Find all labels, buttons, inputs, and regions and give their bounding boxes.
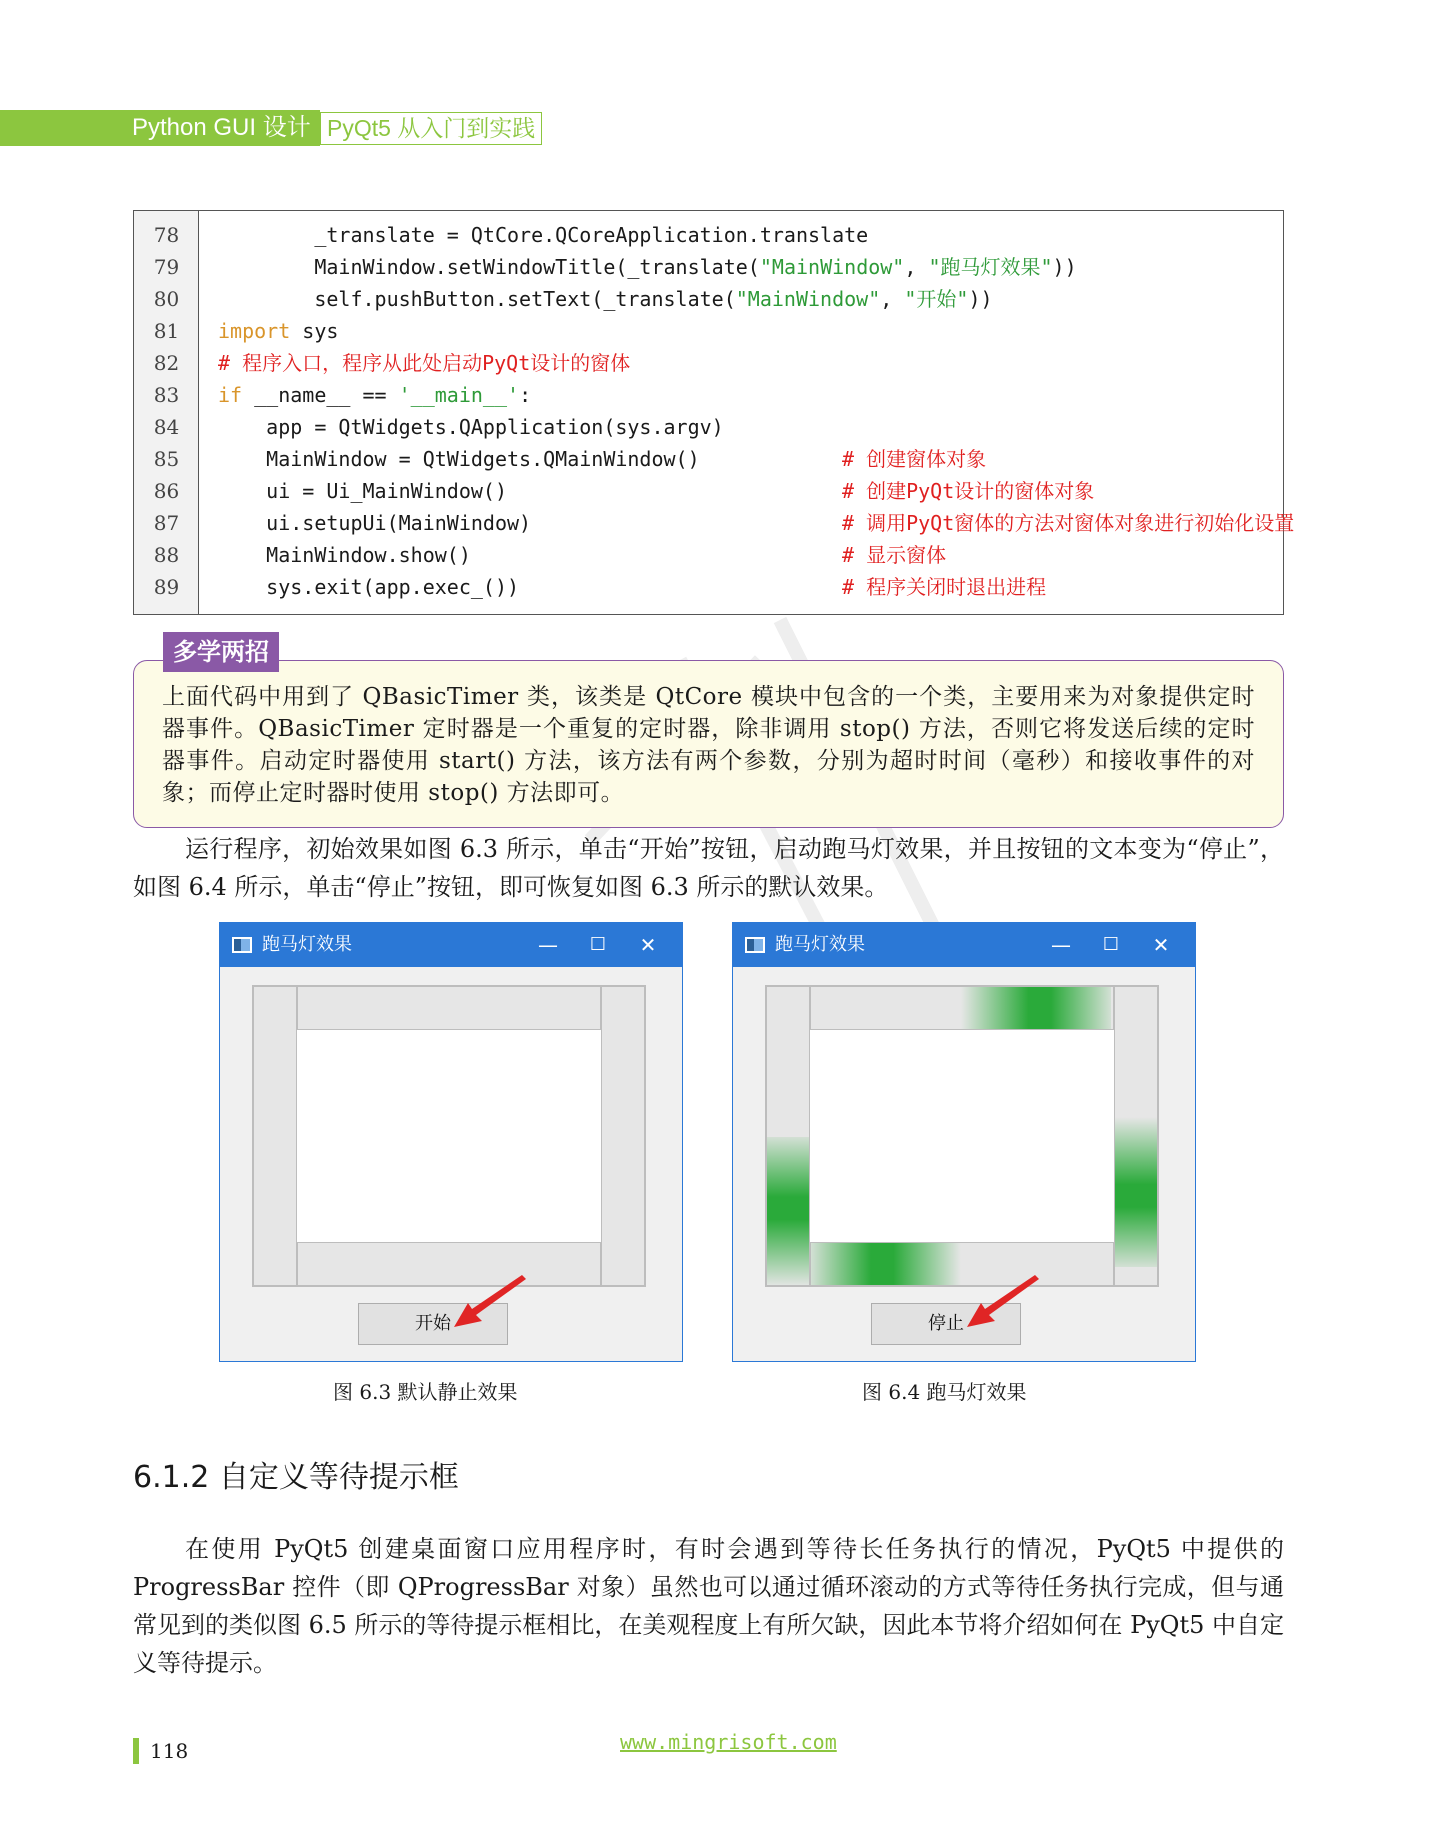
code-line (134, 475, 1283, 507)
book-title: Python GUI 设计 (132, 114, 311, 141)
line-number: 83 (153, 383, 180, 407)
progress-bar-top (810, 986, 1114, 1030)
code-line (134, 283, 1283, 315)
code-token: # 程序入口，程序从此处启动PyQt设计的窗体 (218, 351, 631, 375)
pointer-arrow-icon (450, 1275, 530, 1335)
footer-link[interactable]: www.mingrisoft.com (620, 1730, 837, 1754)
code-token: "MainWindow" (759, 255, 905, 279)
pointer-arrow-icon (963, 1275, 1043, 1335)
code-listing (133, 210, 1295, 615)
code-token: '__main__' (398, 383, 520, 407)
code-line (134, 443, 1283, 475)
line-number: 87 (153, 511, 180, 535)
figure-caption-6-3: 图 6.3 默认静止效果 (333, 1380, 518, 1404)
code-token: MainWindow.show() (218, 543, 471, 567)
marquee-chunk (811, 1243, 961, 1285)
code-line (134, 539, 1283, 571)
progress-bar-top (297, 986, 601, 1030)
code-token: )) (1052, 255, 1077, 279)
line-number: 82 (153, 351, 180, 375)
code-token: ui.setupUi(MainWindow) (218, 511, 532, 535)
code-text (218, 219, 868, 251)
footer-marker (133, 1738, 139, 1764)
code-comment: # 程序关闭时退出进程 (842, 575, 1047, 599)
window-titlebar (220, 923, 682, 967)
code-token: , (880, 287, 905, 311)
tip-box (133, 660, 1284, 828)
code-text (218, 347, 630, 379)
app-icon (232, 937, 252, 953)
window-default (219, 922, 683, 1362)
code-token: "开始" (904, 287, 969, 311)
code-token: sys (290, 319, 339, 343)
close-icon[interactable]: ✕ (1152, 933, 1170, 957)
code-text (218, 315, 338, 347)
code-token: MainWindow = QtWidgets.QMainWindow() (218, 447, 700, 471)
page-number: 118 (150, 1739, 189, 1763)
code-token: ui = Ui_MainWindow() (218, 479, 507, 503)
code-text (218, 443, 700, 475)
window-title: 跑马灯效果 (262, 934, 352, 955)
line-number: 85 (153, 447, 180, 471)
marquee-chunk (1115, 1117, 1157, 1267)
code-line (134, 315, 1283, 347)
line-number: 80 (153, 287, 180, 311)
code-line (134, 347, 1283, 379)
code-text (218, 283, 993, 315)
book-subtitle: PyQt5 从入门到实践 (320, 112, 542, 145)
code-comment: # 显示窗体 (842, 543, 947, 567)
window-titlebar (733, 923, 1195, 967)
tip-label: 多学两招 (163, 632, 279, 672)
marquee-chunk (961, 987, 1111, 1029)
code-line (134, 411, 1283, 443)
tip-text: 上面代码中用到了 QBasicTimer 类，该类是 QtCore 模块中包含的一个类，主要用来为对象提供定时器事件。QBasicTimer 定时器是一个重复的定时器，除非调用 stop() 方法，否则它将发送后续的定时器事件。启动定时器使用 start() 方法，该方法有两个参数，分别为超时时间（毫秒）和接收事件的对象；而停止定时器时使用 stop() 方法即可。 (162, 684, 1255, 806)
marquee-frame (765, 985, 1159, 1287)
code-line (134, 379, 1283, 411)
line-number: 79 (153, 255, 180, 279)
progress-bar-bottom (297, 1242, 601, 1286)
code-comment: # 创建窗体对象 (842, 447, 987, 471)
code-token: : (519, 383, 532, 407)
body-paragraph-2: 在使用 PyQt5 创建桌面窗口应用程序时，有时会遇到等待长任务执行的情况，PyQt5 中提供的 ProgressBar 控件（即 QProgressBar 对象）虽然也可以通过循环滚动的方式等待任务执行完成，但与通常见到的类似图 6.5 所示的等待提示框相比，在美观程度上有所欠缺，因此本节将介绍如何在 PyQt5 中自定义等待提示。 (133, 1535, 1284, 1677)
code-line (134, 219, 1283, 251)
maximize-icon[interactable]: ☐ (1102, 934, 1120, 955)
code-token: sys.exit(app.exec_()) (218, 575, 520, 599)
code-comment: # 调用PyQt窗体的方法对窗体对象进行初始化设置 (842, 511, 1295, 535)
code-token: import (218, 319, 291, 343)
progress-bar-left (253, 986, 297, 1286)
code-line (134, 571, 1283, 603)
marquee-chunk (767, 1137, 809, 1286)
code-line (134, 507, 1295, 539)
line-number: 81 (153, 319, 180, 343)
code-text (218, 251, 1077, 283)
maximize-icon[interactable]: ☐ (589, 934, 607, 955)
code-token: MainWindow.setWindowTitle(_translate( (218, 255, 760, 279)
code-text (218, 571, 519, 603)
code-token: __name__ == (242, 383, 399, 407)
stop-button[interactable]: 停止 (871, 1303, 1021, 1345)
window-running (732, 922, 1196, 1362)
minimize-icon[interactable]: — (538, 933, 558, 957)
body-paragraph-1: 运行程序，初始效果如图 6.3 所示，单击“开始”按钮，启动跑马灯效果，并且按钮的文本变为“停止”，如图 6.4 所示，单击“停止”按钮，即可恢复如图 6.3 所示的默认效果。 (133, 835, 1284, 901)
code-token: "跑马灯效果" (928, 255, 1053, 279)
code-token: _translate = QtCore.QCoreApplication.translate (218, 223, 869, 247)
code-token: )) (968, 287, 993, 311)
line-number: 88 (153, 543, 180, 567)
progress-bar-left (766, 986, 810, 1286)
code-text (218, 539, 471, 571)
marquee-frame (252, 985, 646, 1287)
line-number: 84 (153, 415, 180, 439)
progress-bar-right (601, 986, 645, 1286)
line-number: 86 (153, 479, 180, 503)
figure-caption-6-4: 图 6.4 跑马灯效果 (862, 1380, 1027, 1404)
code-lines (134, 219, 1295, 603)
section-heading: 6.1.2 自定义等待提示框 (133, 1460, 459, 1495)
code-text (218, 475, 507, 507)
line-number: 89 (153, 575, 180, 599)
code-text (218, 411, 724, 443)
line-number: 78 (153, 223, 180, 247)
code-token: "MainWindow" (735, 287, 881, 311)
close-icon[interactable]: ✕ (639, 933, 657, 957)
minimize-icon[interactable]: — (1051, 933, 1071, 957)
progress-bar-bottom (810, 1242, 1114, 1286)
app-icon (745, 937, 765, 953)
start-button[interactable]: 开始 (358, 1303, 508, 1345)
code-token: app = QtWidgets.QApplication(sys.argv) (218, 415, 724, 439)
code-text (218, 507, 531, 539)
code-token: self.pushButton.setText(_translate( (218, 287, 736, 311)
code-line (134, 251, 1283, 283)
code-text (218, 379, 531, 411)
code-token: if (218, 383, 243, 407)
window-title: 跑马灯效果 (775, 934, 865, 955)
code-comment: # 创建PyQt设计的窗体对象 (842, 479, 1095, 503)
code-token: , (904, 255, 929, 279)
progress-bar-right (1114, 986, 1158, 1286)
